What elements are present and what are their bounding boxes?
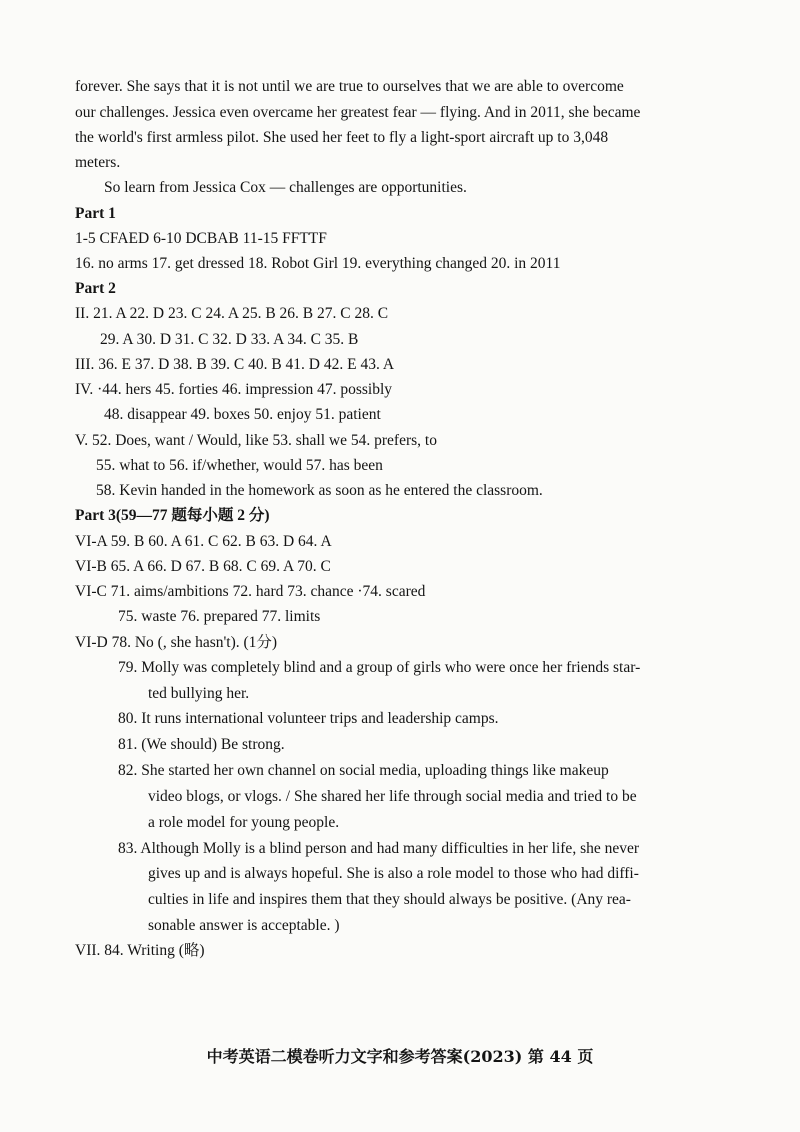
answer-line: 58. Kevin handed in the homework as soon as he entered the classroom. [96,482,543,499]
answer-line: II. 21. A 22. D 23. C 24. A 25. B 26. B 27. C 28. C [75,305,389,322]
passage-line: meters. [75,154,121,171]
answer-line: 82. She started her own channel on social media, uploading things like makeup [118,762,609,779]
answer-line: gives up and is always hopeful. She is also a role model to those who had diffi- [148,865,639,882]
answer-line: VI-D 78. No (, she hasn't). (1分) [75,634,278,651]
answer-line: VI-C 71. aims/ambitions 72. hard 73. chance ·74. scared [75,583,426,600]
page-footer: 中考英语二模卷听力文字和参考答案(2023) 第 44 页 [206,1047,594,1066]
answer-line: 1-5 CFAED 6-10 DCBAB 11-15 FFTTF [75,230,327,247]
answer-line: VI-A 59. B 60. A 61. C 62. B 63. D 64. A [75,533,332,550]
part2-heading: Part 2 [75,280,116,297]
answer-line: 55. what to 56. if/whether, would 57. has been [96,457,383,474]
part1-heading: Part 1 [75,205,116,222]
answer-line: IV. ·44. hers 45. forties 46. impression 47. possibly [75,381,393,398]
answer-line: ted bullying her. [148,685,250,702]
answer-line: VII. 84. Writing (略) [75,942,205,959]
answer-line: a role model for young people. [148,814,340,831]
passage-line: the world's first armless pilot. She used her feet to fly a light-sport aircraft up to 3,048 [75,129,609,146]
answer-line: III. 36. E 37. D 38. B 39. C 40. B 41. D 42. E 43. A [75,356,395,373]
passage-line: forever. She says that it is not until we are true to ourselves that we are able to overcome [75,78,624,95]
answer-line: 29. A 30. D 31. C 32. D 33. A 34. C 35. B [100,331,359,348]
passage-line: our challenges. Jessica even overcame her greatest fear — flying. And in 2011, she became [75,104,641,121]
answer-line: 16. no arms 17. get dressed 18. Robot Girl 19. everything changed 20. in 2011 [75,255,561,272]
answer-line: sonable answer is acceptable. ) [148,917,340,934]
part3-heading: Part 3(59—77 题每小题 2 分) [75,507,270,524]
passage-line: So learn from Jessica Cox — challenges are opportunities. [104,179,467,196]
answer-line: culties in life and inspires them that they should always be positive. (Any rea- [148,891,631,908]
answer-line: VI-B 65. A 66. D 67. B 68. C 69. A 70. C [75,558,331,575]
answer-line: 48. disappear 49. boxes 50. enjoy 51. patient [104,406,381,423]
answer-line: video blogs, or vlogs. / She shared her life through social media and tried to be [148,788,637,805]
answer-line: V. 52. Does, want / Would, like 53. shall we 54. prefers, to [75,432,437,449]
answer-line: 79. Molly was completely blind and a group of girls who were once her friends star- [118,659,641,676]
answer-line: 81. (We should) Be strong. [118,736,285,753]
answer-line: 83. Although Molly is a blind person and had many difficulties in her life, she never [118,840,640,857]
answer-line: 80. It runs international volunteer trips and leadership camps. [118,710,499,727]
answer-line: 75. waste 76. prepared 77. limits [118,608,321,625]
